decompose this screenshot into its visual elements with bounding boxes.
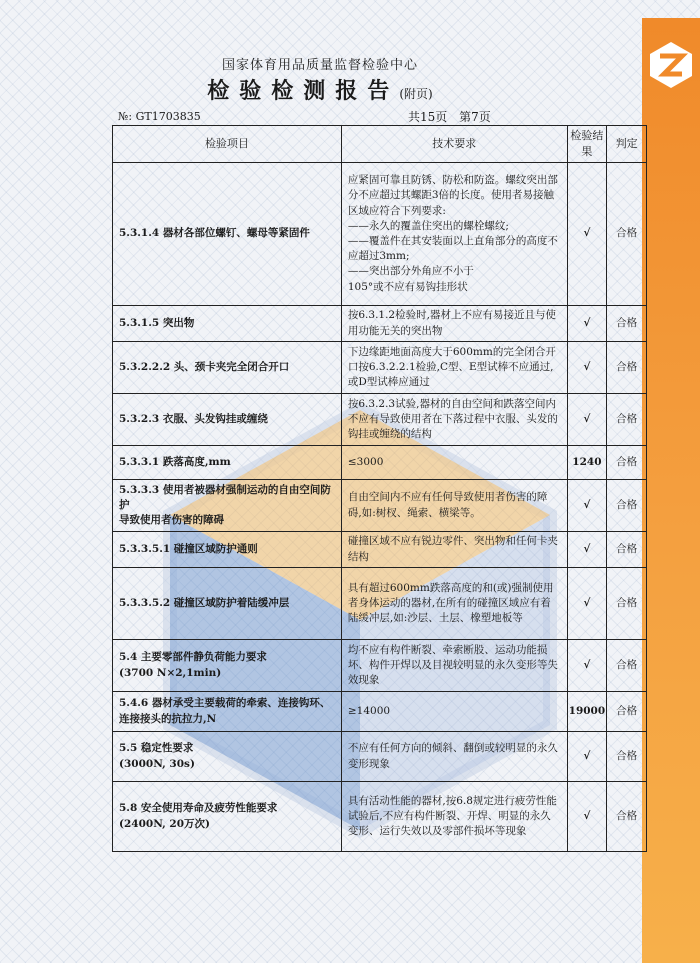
technical-requirement — [341, 342, 567, 394]
judgment: 合格 — [607, 306, 647, 342]
judgment: 合格 — [607, 446, 647, 480]
inspection-item — [113, 568, 342, 640]
technical-requirement — [341, 782, 567, 852]
inspection-result: √ — [567, 782, 607, 852]
inspection-result: √ — [567, 732, 607, 782]
inspection-item — [113, 732, 342, 782]
table-body — [113, 163, 647, 852]
judgment: 合格 — [607, 568, 647, 640]
inspection-item — [113, 532, 342, 568]
inspection-item-line: 5.3.2.3 衣服、头发钩挂或缠绕 — [119, 412, 268, 425]
inspection-item-line: 5.3.3.5.2 碰撞区域防护着陆缓冲层 — [119, 596, 290, 609]
inspection-table — [112, 125, 647, 852]
inspection-result: √ — [567, 394, 607, 446]
judgment: 合格 — [607, 782, 647, 852]
requirement-line: 不应有任何方向的倾斜、翻倒或较明显的永久变形现象 — [347, 742, 558, 770]
inspection-result: √ — [567, 532, 607, 568]
inspection-result: √ — [567, 640, 607, 692]
technical-requirement — [341, 732, 567, 782]
technical-requirement — [341, 480, 567, 532]
requirement-line: ——永久的覆盖住突出的螺栓螺纹; — [347, 219, 509, 232]
judgment: 合格 — [607, 163, 647, 306]
requirement-line: 按6.3.1.2检验时,器材上不应有易接近且与使用功能无关的突出物 — [347, 309, 556, 337]
requirement-line: 应紧固可靠且防锈、防松和防盗。螺纹突出部分不应超过其螺距3倍的长度。使用者易接触区域应符合下列要求: — [347, 174, 558, 217]
judgment: 合格 — [607, 692, 647, 732]
inspection-item-line: 5.5 稳定性要求 — [119, 742, 194, 755]
requirement-line: 具有活动性能的器材,按6.8规定进行疲劳性能试验后,不应有构件断裂、开焊、明显的永久变形、运行失效以及零部件损坏等现象 — [347, 794, 557, 838]
requirement-line: 自由空间内不应有任何导致使用者伤害的障碍,如:树杈、绳索、横梁等。 — [347, 491, 548, 519]
technical-requirement — [341, 532, 567, 568]
technical-requirement — [341, 692, 567, 732]
technical-requirement — [341, 163, 567, 306]
table-row — [113, 394, 647, 446]
requirement-line: 下边缘距地面高度大于600mm的完全闭合开口按6.3.2.2.1检验,C型、E型试棒不应通过,或D型试棒应通过 — [347, 345, 556, 389]
judgment: 合格 — [607, 732, 647, 782]
judgment: 合格 — [607, 342, 647, 394]
inspection-item — [113, 306, 342, 342]
inspection-item-line: 5.3.1.4 器材各部位螺钉、螺母等紧固件 — [119, 227, 310, 240]
requirement-line: ——突出部分外角应不小于 — [347, 265, 474, 278]
table-row — [113, 163, 647, 306]
judgment: 合格 — [607, 640, 647, 692]
inspection-result: √ — [567, 163, 607, 306]
inspection-item-line: 5.3.3.1 跌落高度,mm — [119, 455, 231, 468]
requirement-line: 具有超过600mm跌落高度的和(或)强制使用者身体运动的器材,在所有的碰撞区域应有着陆缓冲层,如:沙层、土层、橡塑地板等 — [347, 581, 554, 625]
requirement-line: ——覆盖件在其安装面以上直角部分的高度不应超过3mm; — [347, 235, 558, 263]
report-title — [0, 74, 640, 105]
inspection-item-line: 5.3.3.3 使用者被器材强制运动的自由空间防护 — [119, 483, 331, 511]
column-header: 检验结果 — [567, 126, 607, 163]
inspection-result: √ — [567, 306, 607, 342]
inspection-item — [113, 640, 342, 692]
column-header: 判定 — [607, 126, 647, 163]
table-row — [113, 532, 647, 568]
technical-requirement — [341, 394, 567, 446]
inspection-item — [113, 163, 342, 306]
table-row — [113, 640, 647, 692]
inspection-item-line: 5.8 安全使用寿命及疲劳性能要求 — [119, 802, 278, 815]
inspection-result: 19000 — [567, 692, 607, 732]
judgment: 合格 — [607, 532, 647, 568]
side-color-strip — [642, 18, 700, 963]
inspection-item-line: 5.3.2.2.2 头、颈卡夹完全闭合开口 — [119, 360, 290, 373]
inspection-item-line: 导致使用者伤害的障碍 — [119, 514, 224, 527]
inspection-item-line: 5.4 主要零部件静负荷能力要求 — [119, 651, 267, 664]
technical-requirement — [341, 568, 567, 640]
table-row — [113, 732, 647, 782]
inspection-item-line: 5.3.1.5 突出物 — [119, 316, 195, 329]
table-row — [113, 568, 647, 640]
judgment: 合格 — [607, 394, 647, 446]
inspection-result: √ — [567, 568, 607, 640]
report-title-suffix: (附页) — [399, 87, 433, 101]
page-info — [408, 108, 491, 125]
inspection-result: √ — [567, 342, 607, 394]
report-title-main: 检验检测报告 — [207, 78, 400, 104]
inspection-item — [113, 692, 342, 732]
inspection-item — [113, 446, 342, 480]
inspection-result: √ — [567, 480, 607, 532]
requirement-line: ≤3000 — [347, 455, 384, 468]
requirement-line: ≥14000 — [347, 704, 391, 717]
inspection-item — [113, 782, 342, 852]
report-number: №: GT1703835 — [118, 110, 201, 123]
inspection-item — [113, 480, 342, 532]
technical-requirement — [341, 640, 567, 692]
column-header: 检验项目 — [113, 126, 342, 163]
technical-requirement — [341, 306, 567, 342]
organization-name: 国家体育用品质量监督检验中心 — [221, 58, 418, 73]
table-row — [113, 342, 647, 394]
requirement-line: 按6.3.2.3试验,器材的自由空间和跌落空间内不应有导致使用者在下落过程中衣服、头发的钩挂或缠绕的结构 — [347, 397, 558, 441]
inspection-item — [113, 394, 342, 446]
inspection-item-line: 5.3.3.5.1 碰撞区域防护通则 — [119, 542, 258, 555]
technical-requirement — [341, 446, 567, 480]
table-header-row — [113, 126, 647, 163]
table-row — [113, 692, 647, 732]
inspection-result: 1240 — [567, 446, 607, 480]
inspection-item-line: (3000N, 30s) — [119, 757, 195, 770]
current-page: 第7页 — [459, 110, 491, 124]
table-row — [113, 306, 647, 342]
judgment: 合格 — [607, 480, 647, 532]
inspection-item-line: 5.4.6 器材承受主要载荷的牵索、连接钩环、连接接头的抗拉力,N — [119, 697, 331, 725]
table-row — [113, 480, 647, 532]
inspection-item — [113, 342, 342, 394]
requirement-line: 均不应有构件断裂、牵索断股、运动功能损坏、构件开焊以及目视较明显的永久变形等失效现象 — [347, 643, 558, 687]
table-row — [113, 446, 647, 480]
requirement-line: 105°或不应有易钩挂形状 — [347, 280, 468, 293]
requirement-line: 碰撞区域不应有锐边零件、突出物和任何卡夹结构 — [347, 535, 558, 563]
column-header: 技术要求 — [341, 126, 567, 163]
zh-logo-icon — [646, 40, 696, 90]
table-row — [113, 782, 647, 852]
total-pages: 共15页 — [408, 110, 448, 124]
inspection-item-line: (3700 N×2,1min) — [119, 666, 222, 679]
inspection-item-line: (2400N, 20万次) — [119, 817, 211, 830]
